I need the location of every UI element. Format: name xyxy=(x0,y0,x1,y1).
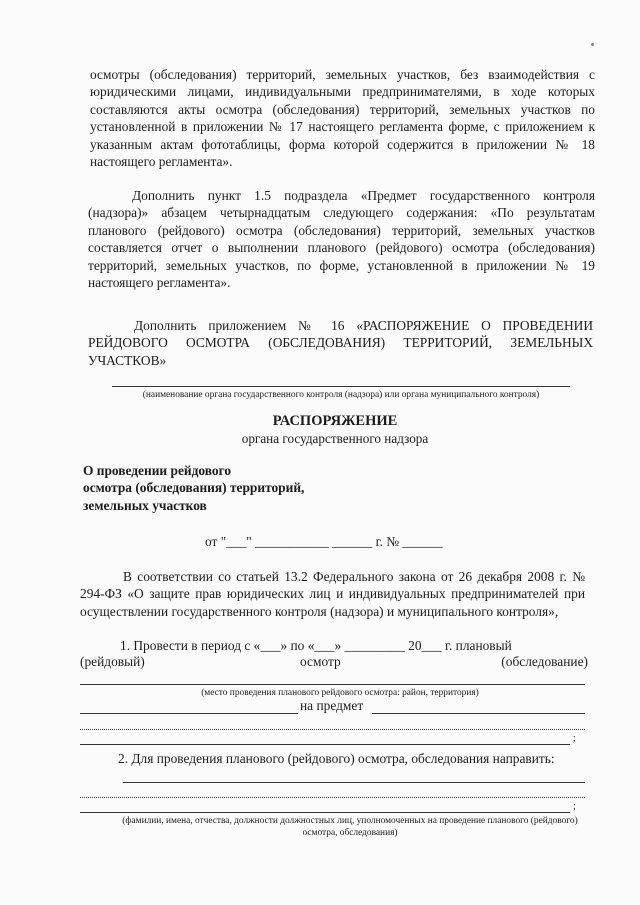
word-survey: (обследование) xyxy=(501,654,588,669)
subject-line-3 xyxy=(80,744,570,745)
item-1-words xyxy=(80,653,588,671)
persons-caption: (фамилии, имена, отчества, должности должностных лиц, уполномоченных на проведение планового (рейдового) осмотра, обследования) xyxy=(122,816,578,838)
word-raid: (рейдовый) xyxy=(80,654,145,669)
persons-line-1 xyxy=(123,782,585,783)
order-title: РАСПОРЯЖЕНИЕ xyxy=(272,413,398,429)
line-end-mark: ; xyxy=(573,733,576,744)
subject-label: на предмет xyxy=(300,698,364,713)
item-1-line: 1. Провести в период с «___» по «___» _________ 20___ г. плановый xyxy=(120,638,512,653)
order-subject-line-3: земельных участков xyxy=(83,497,207,513)
organ-caption: (наименование органа государственного контроля (надзора) или органа муниципального контроля) xyxy=(142,390,540,400)
paragraph-1: осмотры (обследования) территорий, земельных участков, без взаимодействия с юридическими лицами, индивидуальными предпринимателями, в ходе которых составляются акты осмотра (обследования) территорий, земельных участков по установленной в приложении № 17 настоящего регламента форме, с приложением к указанным актам фототаблицы, форма которой содержится в приложении № 18 настоящего регламента». xyxy=(90,67,595,170)
persons-line-end-mark: ; xyxy=(573,801,576,812)
word-inspection: осмотр xyxy=(300,654,341,669)
subject-line-right xyxy=(372,713,585,714)
order-subtitle: органа государственного надзора xyxy=(241,431,429,446)
order-subject-line-1: О проведении рейдового xyxy=(83,463,232,478)
organ-name-line xyxy=(112,386,570,387)
paragraph-3: Дополнить приложением № 16 «РАСПОРЯЖЕНИЕ О ПРОВЕДЕНИИ РЕЙДОВОГО ОСМОТРА (ОБСЛЕДОВАНИЯ) ТЕРРИТОРИЙ, ЗЕМЕЛЬНЫХ УЧАСТКОВ» xyxy=(88,318,593,368)
subject-line-2 xyxy=(80,729,585,730)
order-subject xyxy=(83,462,383,514)
persons-line-3 xyxy=(80,812,570,813)
persons-line-2 xyxy=(80,797,585,798)
intro-paragraph: В соответствии со статьей 13.2 Федерального закона от 26 декабря 2008 г. № 294-ФЗ «О защите прав юридических лиц и индивидуальных предпринимателей при осуществлении государственного контроля (надзора) и муниципального контроля», xyxy=(80,569,585,619)
scan-dot xyxy=(591,43,594,46)
paragraph-2: Дополнить пункт 1.5 подраздела «Предмет государственного контроля (надзора)» абзацем четырнадцатым следующего содержания: «По результатам планового (рейдового) осмотра (обследования) территорий, земельных участков составляется отчет о выполнении планового (рейдового) осмотра (обследования) территорий, земельных участков, по форме, установленной в приложении № 19 настоящего регламента». xyxy=(88,188,595,291)
order-subject-line-2: осмотра (обследования) территорий, xyxy=(83,480,305,496)
place-line xyxy=(80,684,585,685)
item-2-paragraph: 2. Для проведения планового (рейдового) осмотра, обследования направить: xyxy=(118,751,555,766)
place-caption: (место проведения планового рейдового осмотра: район, территория) xyxy=(201,688,479,698)
order-date-number: от "___" ___________ ______ г. № ______ xyxy=(205,534,443,549)
subject-line-left xyxy=(80,713,298,714)
